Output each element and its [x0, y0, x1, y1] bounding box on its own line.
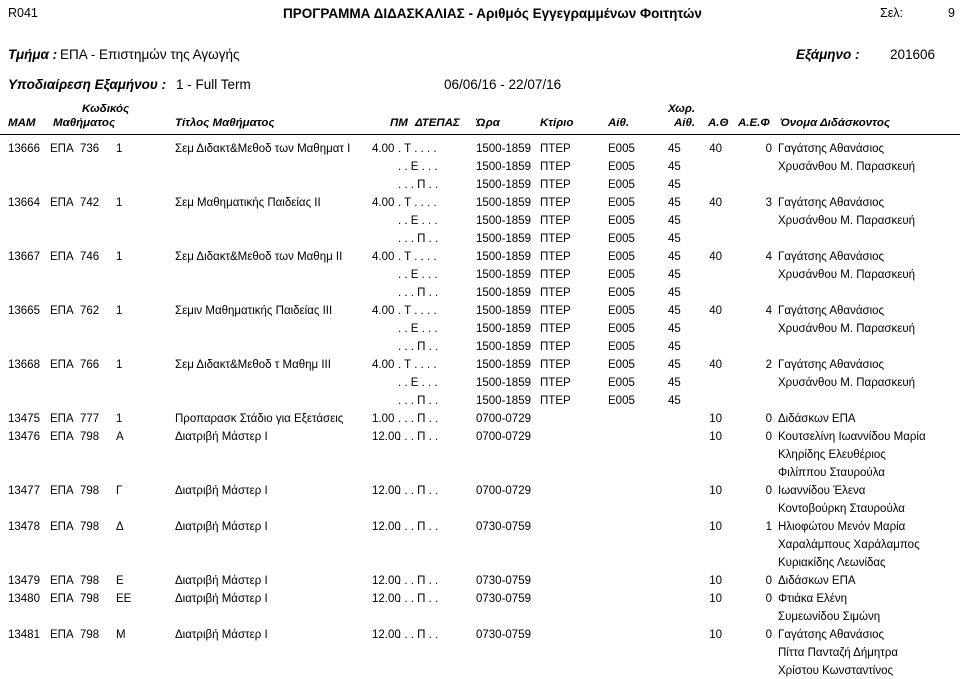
cell-num: 736 [80, 143, 100, 155]
cell-aef: 4 [765, 251, 772, 263]
cell-instr: Ηλιοφώτου Μενόν Μαρία [778, 521, 906, 533]
cell-instr: Φτιάκα Ελένη [778, 593, 848, 605]
cell-aef: 2 [765, 359, 772, 371]
cell-mam: 13667 [8, 251, 40, 263]
cell-room: Ε005 [608, 359, 635, 371]
cell-cap: 45 [668, 197, 681, 209]
cell-cap: 45 [668, 269, 681, 281]
cell-mam: 13478 [8, 521, 40, 533]
page-label: Σελ: [880, 6, 904, 20]
cell-room: Ε005 [608, 269, 635, 281]
cell-pm: 12.00 [372, 521, 401, 533]
cell-aef: 0 [765, 593, 772, 605]
cell-num: 798 [80, 521, 100, 533]
cell-bld: ΠΤΕΡ [540, 305, 571, 317]
cell-pm: 4.00 [372, 143, 395, 155]
cell-instr: Φιλίππου Σταυρούλα [778, 467, 885, 479]
cell-tepas: . . . Π . . [398, 287, 439, 299]
cell-tepas: . . . Π . . [398, 413, 439, 425]
cell-dept: ΕΠΑ [50, 629, 74, 641]
cell-hour: 1500-1859 [476, 251, 531, 263]
cell-mam: 13666 [8, 143, 40, 155]
cell-cap: 45 [668, 395, 681, 407]
cell-sect: 1 [116, 413, 123, 425]
cell-ath: 40 [709, 359, 722, 371]
cell-title: Σεμ Μαθηματικής Παιδείας ΙΙ [175, 197, 321, 209]
cell-mam: 13664 [8, 197, 40, 209]
cell-hour: 0730-0759 [476, 575, 531, 587]
cell-tepas: . . Ε . . . [398, 269, 438, 281]
cell-pm: 4.00 [372, 251, 395, 263]
cell-instr: Γαγάτσης Αθανάσιος [778, 197, 885, 209]
cell-hour: 0730-0759 [476, 629, 531, 641]
cell-title: Διατριβή Μάστερ Ι [175, 521, 268, 533]
cell-title: Σεμιν Μαθηματικής Παιδείας ΙΙΙ [175, 305, 333, 317]
department-label: Τμήμα : [8, 47, 58, 62]
cell-mam: 13479 [8, 575, 40, 587]
semester-value: 201606 [890, 47, 936, 62]
cell-bld: ΠΤΕΡ [540, 161, 571, 173]
cell-mam: 13476 [8, 431, 40, 443]
cell-mam: 13481 [8, 629, 40, 641]
cell-bld: ΠΤΕΡ [540, 269, 571, 281]
cell-cap: 45 [668, 215, 681, 227]
cell-bld: ΠΤΕΡ [540, 233, 571, 245]
cell-mam: 13477 [8, 485, 40, 497]
col-code-top: Κωδικός [82, 103, 130, 115]
cell-instr: Κουτσελίνη Ιωαννίδου Μαρία [778, 431, 926, 443]
cell-sect: 1 [116, 305, 123, 317]
cell-cap: 45 [668, 143, 681, 155]
cell-cap: 45 [668, 161, 681, 173]
cell-cap: 45 [668, 359, 681, 371]
cell-instr: Κληρίδης Ελευθέριος [778, 449, 886, 461]
cell-aef: 0 [765, 143, 772, 155]
cell-sect: 1 [116, 359, 123, 371]
col-room: Αίθ. [608, 117, 630, 129]
cell-instr: Γαγάτσης Αθανάσιος [778, 305, 885, 317]
cell-room: Ε005 [608, 305, 635, 317]
col-instructor: Όνομα Διδάσκοντος [780, 117, 890, 129]
cell-hour: 1500-1859 [476, 215, 531, 227]
cell-tepas: . Τ . . . . [398, 197, 437, 209]
cell-ath: 10 [709, 413, 722, 425]
cell-tepas: . . . Π . . [398, 629, 439, 641]
cell-hour: 0730-0759 [476, 521, 531, 533]
cell-room: Ε005 [608, 143, 635, 155]
cell-tepas: . . . Π . . [398, 593, 439, 605]
cell-dept: ΕΠΑ [50, 305, 74, 317]
cell-tepas: . . Ε . . . [398, 215, 438, 227]
cell-tepas: . . . Π . . [398, 431, 439, 443]
cell-ath: 10 [709, 431, 722, 443]
cell-dept: ΕΠΑ [50, 197, 74, 209]
cell-tepas: . Τ . . . . [398, 251, 437, 263]
cell-hour: 0700-0729 [476, 413, 531, 425]
cell-sect: Δ [116, 521, 124, 533]
cell-mam: 13665 [8, 305, 40, 317]
cell-sect: Α [116, 431, 124, 443]
cell-aef: 0 [765, 575, 772, 587]
cell-hour: 1500-1859 [476, 395, 531, 407]
cell-hour: 0700-0729 [476, 431, 531, 443]
cell-room: Ε005 [608, 287, 635, 299]
cell-title: Διατριβή Μάστερ Ι [175, 593, 268, 605]
cell-bld: ΠΤΕΡ [540, 287, 571, 299]
report-title: ΠΡΟΓΡΑΜΜΑ ΔΙΔΑΣΚΑΛΙΑΣ - Αριθμός Εγγεγραμμένων Φοιτητών [283, 6, 702, 21]
cell-aef: 0 [765, 413, 772, 425]
cell-tepas: . Τ . . . . [398, 143, 437, 155]
subdivision-label: Υποδιαίρεση Εξαμήνου : [8, 77, 167, 92]
cell-room: Ε005 [608, 215, 635, 227]
cell-tepas: . . Ε . . . [398, 161, 438, 173]
col-tepas: ΔΤΕΠΑΣ [415, 117, 460, 129]
cell-hour: 1500-1859 [476, 197, 531, 209]
cell-pm: 12.00 [372, 629, 401, 641]
cell-instr: Διδάσκων ΕΠΑ [778, 413, 856, 425]
cell-pm: 4.00 [372, 305, 395, 317]
col-code-bottom: Μαθήματος [53, 117, 116, 129]
cell-tepas: . . . Π . . [398, 521, 439, 533]
cell-bld: ΠΤΕΡ [540, 377, 571, 389]
cell-ath: 40 [709, 305, 722, 317]
cell-hour: 1500-1859 [476, 161, 531, 173]
cell-aef: 0 [765, 485, 772, 497]
cell-ath: 40 [709, 197, 722, 209]
cell-room: Ε005 [608, 251, 635, 263]
cell-sect: Γ [116, 485, 123, 497]
col-aef: Α.Ε.Φ [738, 117, 770, 129]
cell-title: Διατριβή Μάστερ Ι [175, 431, 268, 443]
cell-cap: 45 [668, 233, 681, 245]
cell-tepas: . . Ε . . . [398, 323, 438, 335]
cell-bld: ΠΤΕΡ [540, 197, 571, 209]
cell-tepas: . . . Π . . [398, 341, 439, 353]
cell-dept: ΕΠΑ [50, 485, 74, 497]
cell-tepas: . Τ . . . . [398, 305, 437, 317]
cell-hour: 0700-0729 [476, 485, 531, 497]
cell-aef: 0 [765, 431, 772, 443]
cell-instr: Χρίστου Κωνσταντίνος [778, 665, 894, 677]
cell-bld: ΠΤΕΡ [540, 395, 571, 407]
cell-dept: ΕΠΑ [50, 359, 74, 371]
cell-dept: ΕΠΑ [50, 521, 74, 533]
cell-dept: ΕΠΑ [50, 575, 74, 587]
department-value: ΕΠΑ - Επιστημών της Αγωγής [60, 47, 240, 62]
cell-mam: 13480 [8, 593, 40, 605]
cell-hour: 1500-1859 [476, 179, 531, 191]
cell-aef: 0 [765, 629, 772, 641]
cell-ath: 10 [709, 629, 722, 641]
cell-room: Ε005 [608, 341, 635, 353]
col-title: Τίτλος Μαθήματος [175, 117, 275, 129]
col-capacity-bottom: Αίθ. [674, 117, 696, 129]
col-capacity-top: Χωρ. [668, 103, 696, 115]
cell-instr: Ιωαννίδου Έλενα [778, 485, 866, 497]
cell-tepas: . . . Π . . [398, 233, 439, 245]
cell-aef: 3 [765, 197, 772, 209]
cell-pm: 4.00 [372, 359, 395, 371]
cell-hour: 1500-1859 [476, 287, 531, 299]
cell-title: Προπαρασκ Στάδιο για Εξετάσεις [175, 413, 344, 425]
cell-room: Ε005 [608, 179, 635, 191]
cell-num: 798 [80, 575, 100, 587]
cell-tepas: . . . Π . . [398, 395, 439, 407]
cell-aef: 1 [765, 521, 772, 533]
cell-num: 798 [80, 485, 100, 497]
cell-num: 766 [80, 359, 100, 371]
cell-cap: 45 [668, 323, 681, 335]
cell-hour: 1500-1859 [476, 377, 531, 389]
cell-title: Διατριβή Μάστερ Ι [175, 629, 268, 641]
cell-pm: 12.00 [372, 431, 401, 443]
cell-instr: Γαγάτσης Αθανάσιος [778, 143, 885, 155]
cell-pm: 4.00 [372, 197, 395, 209]
cell-pm: 1.00 [372, 413, 395, 425]
cell-mam: 13668 [8, 359, 40, 371]
cell-sect: ΕΕ [116, 593, 132, 605]
cell-instr: Γαγάτσης Αθανάσιος [778, 629, 885, 641]
page-number: 9 [948, 6, 955, 20]
cell-cap: 45 [668, 341, 681, 353]
cell-hour: 1500-1859 [476, 323, 531, 335]
cell-instr: Χρυσάνθου Μ. Παρασκευή [778, 269, 916, 281]
cell-dept: ΕΠΑ [50, 593, 74, 605]
cell-room: Ε005 [608, 323, 635, 335]
cell-dept: ΕΠΑ [50, 251, 74, 263]
cell-num: 777 [80, 413, 100, 425]
cell-hour: 1500-1859 [476, 305, 531, 317]
cell-ath: 10 [709, 521, 722, 533]
cell-cap: 45 [668, 287, 681, 299]
col-hour: Ώρα [476, 117, 500, 129]
cell-hour: 1500-1859 [476, 269, 531, 281]
cell-tepas: . . . Π . . [398, 575, 439, 587]
col-pm: ΠΜ [390, 117, 408, 129]
cell-instr: Χρυσάνθου Μ. Παρασκευή [778, 323, 916, 335]
cell-cap: 45 [668, 377, 681, 389]
cell-instr: Πίττα Πανταζή Δήμητρα [778, 647, 899, 659]
cell-num: 746 [80, 251, 100, 263]
cell-sect: Ε [116, 575, 124, 587]
header-divider [0, 134, 960, 135]
cell-instr: Κυριακίδης Λεωνίδας [778, 557, 886, 569]
cell-tepas: . . . Π . . [398, 179, 439, 191]
cell-num: 798 [80, 593, 100, 605]
cell-room: Ε005 [608, 161, 635, 173]
cell-instr: Γαγάτσης Αθανάσιος [778, 359, 885, 371]
cell-instr: Χαραλάμπους Χαράλαμπος [778, 539, 920, 551]
cell-ath: 40 [709, 143, 722, 155]
cell-room: Ε005 [608, 377, 635, 389]
cell-title: Διατριβή Μάστερ Ι [175, 575, 268, 587]
cell-dept: ΕΠΑ [50, 413, 74, 425]
cell-instr: Συμεωνίδου Σιμώνη [778, 611, 881, 623]
semester-label: Εξάμηνο : [796, 47, 860, 62]
cell-bld: ΠΤΕΡ [540, 179, 571, 191]
cell-cap: 45 [668, 179, 681, 191]
cell-bld: ΠΤΕΡ [540, 359, 571, 371]
cell-mam: 13475 [8, 413, 40, 425]
cell-ath: 40 [709, 251, 722, 263]
cell-sect: 1 [116, 143, 123, 155]
cell-instr: Κοντοβούρκη Σταυρούλα [778, 503, 905, 515]
cell-bld: ΠΤΕΡ [540, 323, 571, 335]
cell-instr: Χρυσάνθου Μ. Παρασκευή [778, 161, 916, 173]
cell-num: 798 [80, 629, 100, 641]
cell-cap: 45 [668, 251, 681, 263]
col-building: Κτίριο [540, 117, 574, 129]
cell-room: Ε005 [608, 233, 635, 245]
cell-instr: Χρυσάνθου Μ. Παρασκευή [778, 377, 916, 389]
cell-cap: 45 [668, 305, 681, 317]
subdivision-value: 1 - Full Term [176, 77, 251, 92]
term-dates: 06/06/16 - 22/07/16 [444, 77, 562, 92]
cell-aef: 4 [765, 305, 772, 317]
cell-tepas: . Τ . . . . [398, 359, 437, 371]
cell-num: 742 [80, 197, 100, 209]
cell-ath: 10 [709, 575, 722, 587]
cell-dept: ΕΠΑ [50, 431, 74, 443]
cell-ath: 10 [709, 485, 722, 497]
cell-tepas: . . . Π . . [398, 485, 439, 497]
cell-hour: 1500-1859 [476, 359, 531, 371]
cell-pm: 12.00 [372, 485, 401, 497]
cell-bld: ΠΤΕΡ [540, 143, 571, 155]
cell-ath: 10 [709, 593, 722, 605]
cell-title: Σεμ Διδακτ&Μεθοδ των Μαθηματ Ι [175, 143, 351, 155]
cell-num: 798 [80, 431, 100, 443]
cell-title: Σεμ Διδακτ&Μεθοδ των Μαθημ ΙΙ [175, 251, 343, 263]
cell-dept: ΕΠΑ [50, 143, 74, 155]
cell-hour: 1500-1859 [476, 341, 531, 353]
cell-instr: Γαγάτσης Αθανάσιος [778, 251, 885, 263]
cell-title: Διατριβή Μάστερ Ι [175, 485, 268, 497]
cell-hour: 0730-0759 [476, 593, 531, 605]
cell-bld: ΠΤΕΡ [540, 251, 571, 263]
col-ath: Α.Θ [708, 117, 729, 129]
cell-hour: 1500-1859 [476, 233, 531, 245]
cell-pm: 12.00 [372, 593, 401, 605]
cell-hour: 1500-1859 [476, 143, 531, 155]
cell-instr: Χρυσάνθου Μ. Παρασκευή [778, 215, 916, 227]
cell-bld: ΠΤΕΡ [540, 341, 571, 353]
report-code: R041 [8, 6, 38, 20]
cell-pm: 12.00 [372, 575, 401, 587]
cell-room: Ε005 [608, 197, 635, 209]
cell-title: Σεμ Διδακτ&Μεθοδ τ Μαθημ ΙΙΙ [175, 359, 331, 371]
col-mam: ΜΑΜ [8, 117, 36, 129]
cell-instr: Διδάσκων ΕΠΑ [778, 575, 856, 587]
cell-tepas: . . Ε . . . [398, 377, 438, 389]
cell-room: Ε005 [608, 395, 635, 407]
cell-sect: 1 [116, 251, 123, 263]
cell-bld: ΠΤΕΡ [540, 215, 571, 227]
cell-sect: 1 [116, 197, 123, 209]
cell-num: 762 [80, 305, 100, 317]
cell-sect: Μ [116, 629, 126, 641]
